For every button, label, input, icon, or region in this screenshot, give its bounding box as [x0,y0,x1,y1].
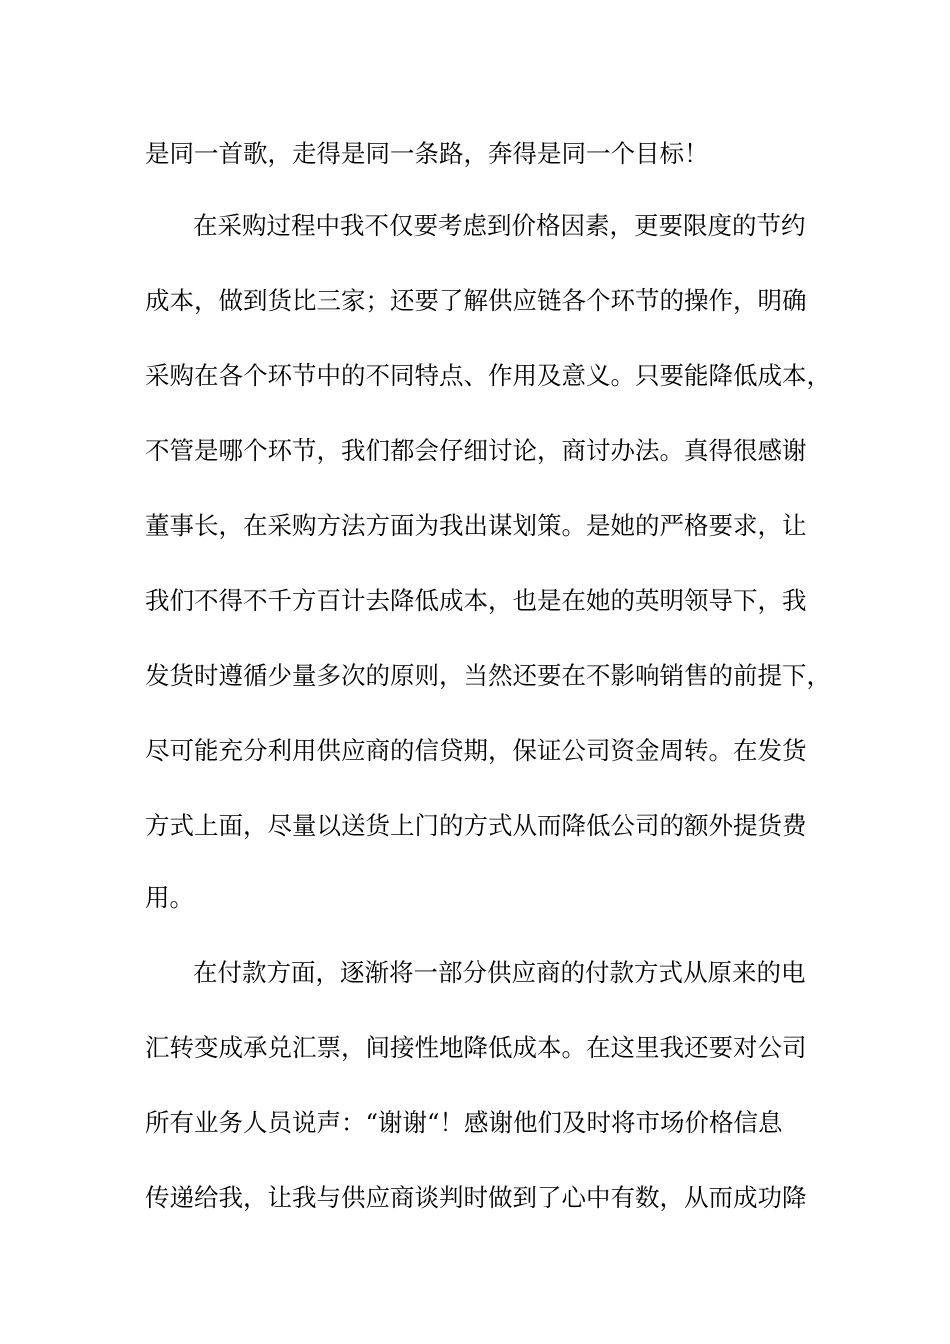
paragraph-first-line: 在付款方面，逐渐将一部分供应商的付款方式从原来的电 [193,958,806,987]
text-line: 发货时遵循少量多次的原则，当然还要在不影响销售的前提下， [145,661,831,690]
text-line: 用。 [145,883,194,912]
text-line: 所有业务人员说声：“谢谢“！感谢他们及时将市场价格信息 [145,1108,783,1137]
text-line: 传递给我，让我与供应商谈判时做到了心中有数，从而成功降 [145,1183,807,1212]
text-line: 是同一首歌，走得是同一条路，奔得是同一个目标！ [145,139,709,168]
text-line: 汇转变成承兑汇票，间接性地降低成本。在这里我还要对公司 [145,1033,807,1062]
text-line: 不管是哪个环节，我们都会仔细讨论，商讨办法。真得很感谢 [145,436,807,465]
text-line: 董事长，在采购方法方面为我出谋划策。是她的严格要求，让 [145,511,807,540]
text-line: 采购在各个环节中的不同特点、作用及意义。只要能降低成本， [145,361,831,390]
paragraph-first-line: 在采购过程中我不仅要考虑到价格因素，更要限度的节约 [193,211,806,240]
text-line: 方式上面，尽量以送货上门的方式从而降低公司的额外提货费 [145,811,807,840]
text-line: 尽可能充分利用供应商的信贷期，保证公司资金周转。在发货 [145,736,807,765]
text-line: 我们不得不千方百计去降低成本，也是在她的英明领导下，我 [145,586,807,615]
text-line: 成本，做到货比三家；还要了解供应链各个环节的操作，明确 [145,286,807,315]
